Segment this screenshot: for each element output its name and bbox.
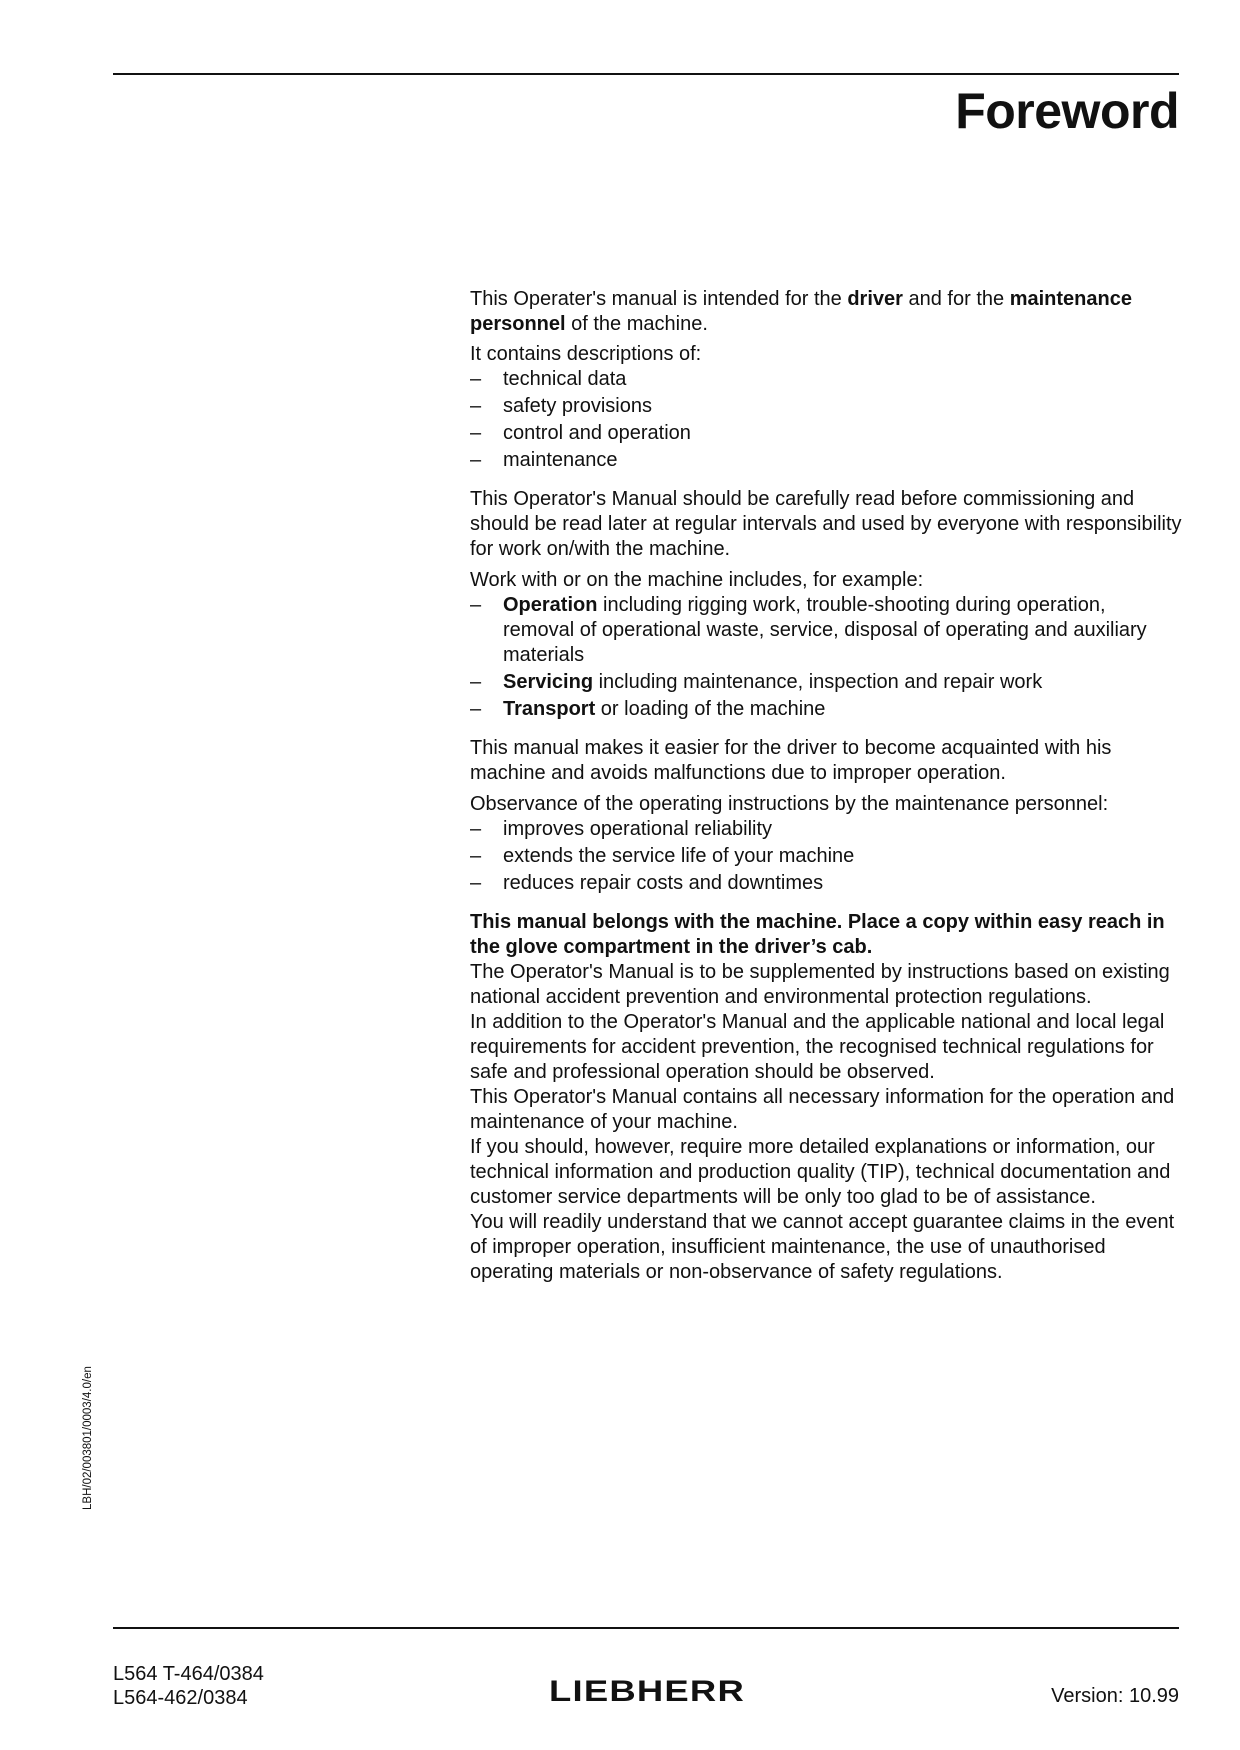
list-item: – Servicing including maintenance, inspection and repair work xyxy=(470,670,1182,695)
acquainted-paragraph: This manual makes it easier for the driver to become acquainted with his machine and avoids malfunctions due to improper operation. xyxy=(470,737,1112,784)
list-item: – technical data xyxy=(470,367,1182,392)
model-numbers xyxy=(113,1662,264,1710)
work-intro: Work with or on the machine includes, for example: xyxy=(470,569,924,591)
top-rule xyxy=(113,73,1179,75)
liebherr-logo xyxy=(548,1673,746,1707)
model-number: L564-462/0384 xyxy=(113,1687,248,1709)
foreword-content xyxy=(470,287,1182,1285)
descriptions-intro: It contains descriptions of: xyxy=(470,343,702,365)
bottom-rule xyxy=(113,1627,1179,1629)
list-item: – Operation including rigging work, trouble-shooting during operation, removal of operational waste, service, disposal of operating and auxiliary materials xyxy=(470,593,1182,668)
work-list xyxy=(470,593,1182,722)
intro-paragraph: This Operater's manual is intended for the driver and for the maintenance personnel of the machine. xyxy=(470,288,1132,335)
assistance-paragraph: If you should, however, require more detailed explanations or information, our technical information and production quality (TIP), technical documentation and customer service departments will be only too glad to be of assistance. xyxy=(470,1136,1171,1208)
version-label: Version: 10.99 xyxy=(1051,1685,1179,1707)
list-item: – control and operation xyxy=(470,421,1182,446)
belongs-notice: This manual belongs with the machine. Place a copy within easy reach in the glove compartment in the driver’s cab. xyxy=(470,911,1165,958)
list-item: – Transport or loading of the machine xyxy=(470,697,1182,722)
list-item: – improves operational reliability xyxy=(470,817,1182,842)
page-title: Foreword xyxy=(955,83,1179,139)
list-item: – reduces repair costs and downtimes xyxy=(470,871,1182,896)
observance-intro: Observance of the operating instructions by the maintenance personnel: xyxy=(470,793,1109,815)
supplement-paragraph: The Operator's Manual is to be supplemented by instructions based on existing national accident prevention and environmental protection regulations. xyxy=(470,961,1170,1008)
benefits-list xyxy=(470,817,1182,896)
model-number: L564 T-464/0384 xyxy=(113,1663,264,1685)
regulations-paragraph: In addition to the Operator's Manual and the applicable national and local legal requirements for accident prevention, the recognised technical regulations for safe and professional operation should be observed. xyxy=(470,1011,1165,1083)
information-paragraph: This Operator's Manual contains all necessary information for the operation and maintenance of your machine. xyxy=(470,1086,1175,1133)
svg-text:LIEBHERR: LIEBHERR xyxy=(549,1675,745,1707)
descriptions-list xyxy=(470,367,1182,473)
list-item: – extends the service life of your machine xyxy=(470,844,1182,869)
document-code: LBH/02/003801/0003/4.0/en xyxy=(82,1366,94,1510)
list-item: – maintenance xyxy=(470,448,1182,473)
reading-paragraph: This Operator's Manual should be carefully read before commissioning and should be read later at regular intervals and used by everyone with responsibility for work on/with the machine. xyxy=(470,488,1182,560)
list-item: – safety provisions xyxy=(470,394,1182,419)
guarantee-paragraph: You will readily understand that we cannot accept guarantee claims in the event of improper operation, insufficient maintenance, the use of unauthorised operating materials or non-observance of safety regulations. xyxy=(470,1211,1175,1283)
